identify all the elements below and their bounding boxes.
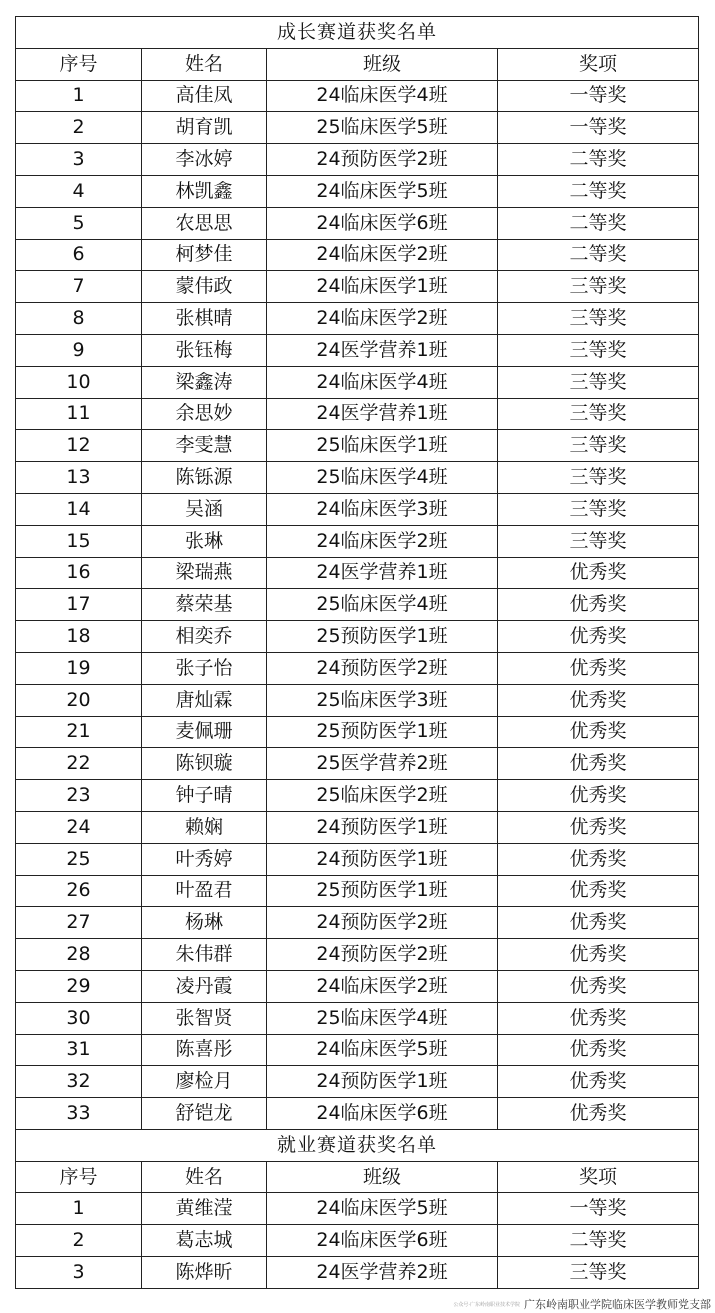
- cell-award: 三等奖: [498, 462, 699, 494]
- table-row: [16, 589, 699, 621]
- cell-name: 相奕乔: [142, 621, 267, 653]
- cell-name: 柯梦佳: [142, 239, 267, 271]
- cell-class: 24临床医学2班: [267, 303, 498, 335]
- cell-number: 16: [16, 557, 142, 589]
- cell-award: 优秀奖: [498, 589, 699, 621]
- cell-name: 廖检月: [142, 1066, 267, 1098]
- table-row: [16, 1034, 699, 1066]
- table-row: [16, 271, 699, 303]
- cell-award: 优秀奖: [498, 557, 699, 589]
- cell-award: 三等奖: [498, 398, 699, 430]
- cell-number: 22: [16, 748, 142, 780]
- table-row: [16, 334, 699, 366]
- table-row: [16, 207, 699, 239]
- cell-award: 三等奖: [498, 271, 699, 303]
- cell-name: 葛志城: [142, 1225, 267, 1257]
- cell-name: 高佳凤: [142, 80, 267, 112]
- cell-class: 25预防医学1班: [267, 716, 498, 748]
- cell-name: 张钰梅: [142, 334, 267, 366]
- cell-number: 21: [16, 716, 142, 748]
- table-row: [16, 875, 699, 907]
- cell-name: 黄维滢: [142, 1193, 267, 1225]
- cell-award: 优秀奖: [498, 970, 699, 1002]
- section-title-row: [16, 17, 699, 49]
- cell-name: 张智贤: [142, 1002, 267, 1034]
- cell-number: 1: [16, 80, 142, 112]
- cell-class: 24临床医学5班: [267, 1193, 498, 1225]
- cell-award: 优秀奖: [498, 875, 699, 907]
- cell-class: 24临床医学1班: [267, 271, 498, 303]
- table-row: [16, 621, 699, 653]
- cell-number: 32: [16, 1066, 142, 1098]
- cell-award: 二等奖: [498, 175, 699, 207]
- table-row: [16, 716, 699, 748]
- cell-number: 9: [16, 334, 142, 366]
- cell-class: 24临床医学5班: [267, 1034, 498, 1066]
- cell-class: 25预防医学1班: [267, 621, 498, 653]
- cell-number: 3: [16, 144, 142, 176]
- cell-award: 优秀奖: [498, 939, 699, 971]
- header-number: 序号: [16, 48, 142, 80]
- cell-number: 11: [16, 398, 142, 430]
- cell-class: 25临床医学4班: [267, 1002, 498, 1034]
- cell-class: 24临床医学2班: [267, 239, 498, 271]
- cell-number: 3: [16, 1257, 142, 1289]
- award-table: [15, 16, 699, 1289]
- cell-class: 25预防医学1班: [267, 875, 498, 907]
- cell-award: 二等奖: [498, 207, 699, 239]
- footer-watermark-text: 广东岭南职业学院临床医学教师党支部: [524, 1298, 711, 1311]
- cell-award: 三等奖: [498, 334, 699, 366]
- cell-name: 蔡荣基: [142, 589, 267, 621]
- section-title: 就业赛道获奖名单: [16, 1129, 699, 1161]
- cell-award: 优秀奖: [498, 907, 699, 939]
- header-award: 奖项: [498, 1161, 699, 1193]
- cell-number: 31: [16, 1034, 142, 1066]
- cell-class: 24医学营养1班: [267, 398, 498, 430]
- cell-name: 张棋晴: [142, 303, 267, 335]
- cell-name: 陈铄源: [142, 462, 267, 494]
- cell-number: 8: [16, 303, 142, 335]
- table-row: [16, 493, 699, 525]
- table-row: [16, 939, 699, 971]
- cell-class: 24临床医学5班: [267, 175, 498, 207]
- cell-class: 24医学营养1班: [267, 334, 498, 366]
- table-row: [16, 1225, 699, 1257]
- cell-number: 33: [16, 1098, 142, 1130]
- cell-name: 吴涵: [142, 493, 267, 525]
- footer-watermark: [453, 1297, 711, 1311]
- cell-award: 二等奖: [498, 1225, 699, 1257]
- table-row: [16, 1066, 699, 1098]
- cell-number: 7: [16, 271, 142, 303]
- cell-class: 24临床医学6班: [267, 1225, 498, 1257]
- cell-class: 24临床医学4班: [267, 366, 498, 398]
- cell-number: 5: [16, 207, 142, 239]
- table-row: [16, 144, 699, 176]
- cell-number: 29: [16, 970, 142, 1002]
- cell-name: 麦佩珊: [142, 716, 267, 748]
- cell-class: 25临床医学1班: [267, 430, 498, 462]
- cell-award: 优秀奖: [498, 1098, 699, 1130]
- cell-award: 优秀奖: [498, 716, 699, 748]
- cell-award: 三等奖: [498, 366, 699, 398]
- cell-number: 2: [16, 1225, 142, 1257]
- table-row: [16, 684, 699, 716]
- cell-name: 林凯鑫: [142, 175, 267, 207]
- table-row: [16, 239, 699, 271]
- table-row: [16, 1002, 699, 1034]
- cell-award: 三等奖: [498, 493, 699, 525]
- table-row: [16, 80, 699, 112]
- table-row: [16, 303, 699, 335]
- cell-award: 优秀奖: [498, 684, 699, 716]
- table-row: [16, 843, 699, 875]
- table-row: [16, 1098, 699, 1130]
- cell-award: 三等奖: [498, 525, 699, 557]
- table-row: [16, 557, 699, 589]
- cell-name: 叶秀婷: [142, 843, 267, 875]
- cell-name: 赖娴: [142, 811, 267, 843]
- cell-award: 一等奖: [498, 112, 699, 144]
- cell-class: 24预防医学2班: [267, 907, 498, 939]
- cell-award: 优秀奖: [498, 621, 699, 653]
- cell-name: 陈钡璇: [142, 748, 267, 780]
- table-header-row: [16, 1161, 699, 1193]
- cell-award: 三等奖: [498, 430, 699, 462]
- cell-name: 梁瑞燕: [142, 557, 267, 589]
- cell-name: 李雯慧: [142, 430, 267, 462]
- cell-name: 陈喜彤: [142, 1034, 267, 1066]
- cell-award: 二等奖: [498, 144, 699, 176]
- table-row: [16, 907, 699, 939]
- cell-award: 优秀奖: [498, 780, 699, 812]
- cell-number: 18: [16, 621, 142, 653]
- cell-name: 杨琳: [142, 907, 267, 939]
- cell-number: 27: [16, 907, 142, 939]
- table-row: [16, 1257, 699, 1289]
- cell-class: 25临床医学5班: [267, 112, 498, 144]
- cell-class: 24临床医学2班: [267, 970, 498, 1002]
- header-class: 班级: [267, 48, 498, 80]
- cell-number: 1: [16, 1193, 142, 1225]
- cell-number: 28: [16, 939, 142, 971]
- table-row: [16, 398, 699, 430]
- cell-award: 优秀奖: [498, 1034, 699, 1066]
- award-list-sheet: [15, 16, 698, 1289]
- table-row: [16, 430, 699, 462]
- cell-name: 农思思: [142, 207, 267, 239]
- cell-name: 唐灿霖: [142, 684, 267, 716]
- table-row: [16, 462, 699, 494]
- cell-award: 优秀奖: [498, 1066, 699, 1098]
- cell-award: 优秀奖: [498, 652, 699, 684]
- cell-award: 优秀奖: [498, 843, 699, 875]
- header-name: 姓名: [142, 48, 267, 80]
- cell-number: 23: [16, 780, 142, 812]
- header-class: 班级: [267, 1161, 498, 1193]
- cell-award: 三等奖: [498, 303, 699, 335]
- cell-number: 6: [16, 239, 142, 271]
- table-row: [16, 366, 699, 398]
- cell-number: 15: [16, 525, 142, 557]
- cell-name: 陈烨昕: [142, 1257, 267, 1289]
- table-row: [16, 112, 699, 144]
- cell-number: 30: [16, 1002, 142, 1034]
- award-table-body: [16, 17, 699, 1289]
- cell-number: 2: [16, 112, 142, 144]
- table-row: [16, 1193, 699, 1225]
- footer-small-text: 公众号·广东岭南职业技术学院: [453, 1301, 520, 1308]
- cell-name: 钟子晴: [142, 780, 267, 812]
- cell-class: 24临床医学4班: [267, 80, 498, 112]
- cell-number: 17: [16, 589, 142, 621]
- cell-class: 24临床医学3班: [267, 493, 498, 525]
- cell-class: 25临床医学4班: [267, 589, 498, 621]
- cell-class: 25临床医学3班: [267, 684, 498, 716]
- cell-class: 24医学营养1班: [267, 557, 498, 589]
- cell-award: 优秀奖: [498, 1002, 699, 1034]
- header-name: 姓名: [142, 1161, 267, 1193]
- cell-class: 24预防医学2班: [267, 144, 498, 176]
- cell-class: 25临床医学2班: [267, 780, 498, 812]
- cell-class: 24预防医学1班: [267, 811, 498, 843]
- table-row: [16, 525, 699, 557]
- cell-name: 胡育凯: [142, 112, 267, 144]
- cell-name: 梁鑫涛: [142, 366, 267, 398]
- cell-class: 25医学营养2班: [267, 748, 498, 780]
- table-header-row: [16, 48, 699, 80]
- cell-award: 优秀奖: [498, 748, 699, 780]
- table-row: [16, 748, 699, 780]
- cell-number: 4: [16, 175, 142, 207]
- cell-number: 24: [16, 811, 142, 843]
- cell-class: 24预防医学1班: [267, 1066, 498, 1098]
- cell-name: 张子怡: [142, 652, 267, 684]
- cell-name: 张琳: [142, 525, 267, 557]
- cell-number: 14: [16, 493, 142, 525]
- cell-name: 余思妙: [142, 398, 267, 430]
- cell-name: 凌丹霞: [142, 970, 267, 1002]
- cell-class: 24临床医学2班: [267, 525, 498, 557]
- cell-number: 12: [16, 430, 142, 462]
- cell-award: 一等奖: [498, 1193, 699, 1225]
- cell-number: 25: [16, 843, 142, 875]
- cell-name: 叶盈君: [142, 875, 267, 907]
- cell-class: 24临床医学6班: [267, 207, 498, 239]
- cell-class: 24医学营养2班: [267, 1257, 498, 1289]
- cell-number: 10: [16, 366, 142, 398]
- cell-class: 24预防医学2班: [267, 652, 498, 684]
- table-row: [16, 175, 699, 207]
- section-title-row: [16, 1129, 699, 1161]
- table-row: [16, 652, 699, 684]
- cell-name: 舒铠龙: [142, 1098, 267, 1130]
- cell-award: 优秀奖: [498, 811, 699, 843]
- table-row: [16, 970, 699, 1002]
- cell-number: 20: [16, 684, 142, 716]
- cell-class: 25临床医学4班: [267, 462, 498, 494]
- table-row: [16, 780, 699, 812]
- cell-award: 二等奖: [498, 239, 699, 271]
- cell-class: 24预防医学2班: [267, 939, 498, 971]
- section-title: 成长赛道获奖名单: [16, 17, 699, 49]
- cell-name: 蒙伟政: [142, 271, 267, 303]
- cell-award: 一等奖: [498, 80, 699, 112]
- cell-name: 李冰婷: [142, 144, 267, 176]
- cell-number: 26: [16, 875, 142, 907]
- table-row: [16, 811, 699, 843]
- cell-number: 13: [16, 462, 142, 494]
- header-award: 奖项: [498, 48, 699, 80]
- header-number: 序号: [16, 1161, 142, 1193]
- cell-class: 24临床医学6班: [267, 1098, 498, 1130]
- cell-name: 朱伟群: [142, 939, 267, 971]
- cell-award: 三等奖: [498, 1257, 699, 1289]
- cell-number: 19: [16, 652, 142, 684]
- cell-class: 24预防医学1班: [267, 843, 498, 875]
